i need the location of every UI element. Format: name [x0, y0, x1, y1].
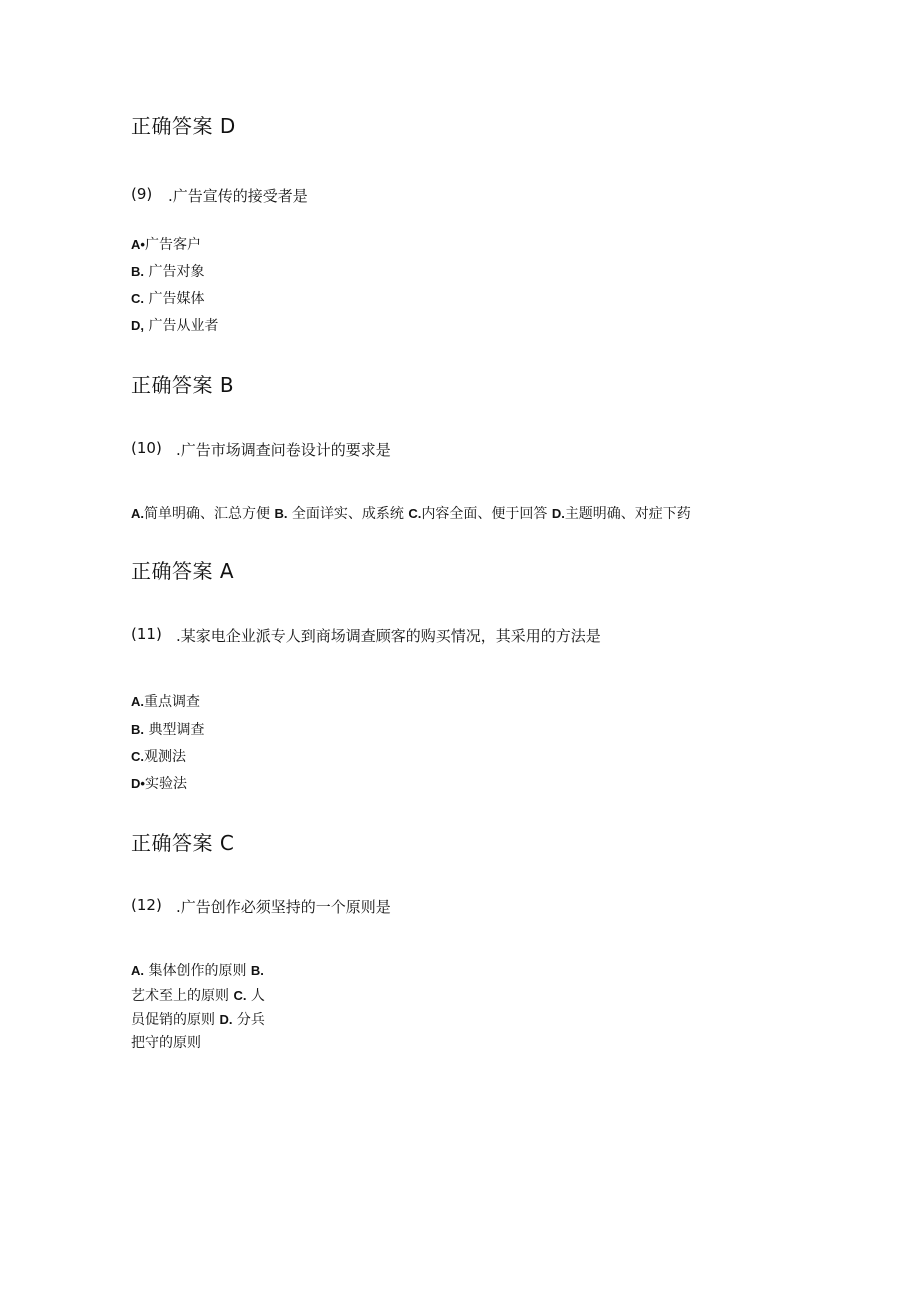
options-line: [131, 1009, 265, 1029]
correct-answer: 正确答案 A: [131, 559, 235, 583]
question-text: .广告宣传的接受者是: [168, 187, 308, 205]
option-text: 广告客户: [144, 237, 201, 253]
option-text: 内容全面、便于回答: [421, 506, 552, 522]
option-letter: A.: [131, 694, 144, 709]
option-text: 分兵: [232, 1012, 265, 1028]
option-c: [131, 288, 204, 308]
option-text: 典型调查: [144, 722, 205, 738]
options-line: [131, 1032, 201, 1052]
question-number: (9): [131, 185, 153, 203]
question-text: .某家电企业派专人到商场调查顾客的购买情况，其采用的方法是: [176, 627, 601, 645]
option-d: [131, 315, 218, 335]
option-text: 广告媒体: [144, 291, 205, 307]
correct-answer: 正确答案 C: [131, 831, 235, 855]
option-text: 简单明确、汇总方便: [144, 506, 275, 522]
option-letter: B.: [131, 722, 144, 737]
option-letter: A.: [131, 506, 144, 521]
option-letter: B.: [131, 264, 144, 279]
option-a: [131, 691, 200, 711]
option-letter: B.: [250, 963, 264, 978]
question-text: .广告市场调查问卷设计的要求是: [176, 441, 391, 459]
option-letter: A•: [131, 237, 145, 252]
option-letter: A.: [131, 963, 144, 978]
option-letter: C.: [131, 291, 144, 306]
question-text: .广告创作必须坚持的一个原则是: [176, 898, 391, 916]
options-line: [131, 985, 265, 1005]
option-text: 重点调查: [144, 694, 200, 710]
option-text: 广告从业者: [144, 318, 219, 334]
option-letter: C.: [233, 988, 247, 1003]
question-number: (12): [131, 896, 162, 914]
option-letter: D.: [219, 1012, 233, 1027]
option-text: 艺术至上的原则: [131, 988, 234, 1004]
options-line: [131, 503, 691, 523]
option-text: 实验法: [144, 776, 187, 792]
correct-answer: 正确答案 D: [131, 114, 236, 138]
option-text: 集体创作的原则: [144, 963, 251, 979]
correct-answer: 正确答案 B: [131, 373, 235, 397]
option-letter: C.: [408, 506, 422, 521]
option-letter: D,: [131, 318, 144, 333]
question-number: (11): [131, 625, 162, 643]
option-text: 观测法: [144, 749, 186, 765]
option-letter: C.: [131, 749, 144, 764]
options-line: [131, 960, 264, 980]
option-letter: D.: [551, 506, 565, 521]
option-text: 全面详实、成系统: [287, 506, 409, 522]
option-text: 广告对象: [144, 264, 205, 280]
option-d: [131, 773, 187, 793]
option-text: 把守的原则: [131, 1035, 201, 1051]
option-letter: D•: [131, 776, 145, 791]
option-c: [131, 746, 186, 766]
option-text: 人: [246, 988, 265, 1004]
option-a: [131, 234, 201, 254]
option-b: [131, 261, 204, 281]
option-text: 主题明确、对症下药: [564, 506, 691, 522]
question-number: (10): [131, 439, 162, 457]
option-letter: B.: [274, 506, 288, 521]
option-b: [131, 719, 204, 739]
option-text: 员促销的原则: [131, 1012, 220, 1028]
